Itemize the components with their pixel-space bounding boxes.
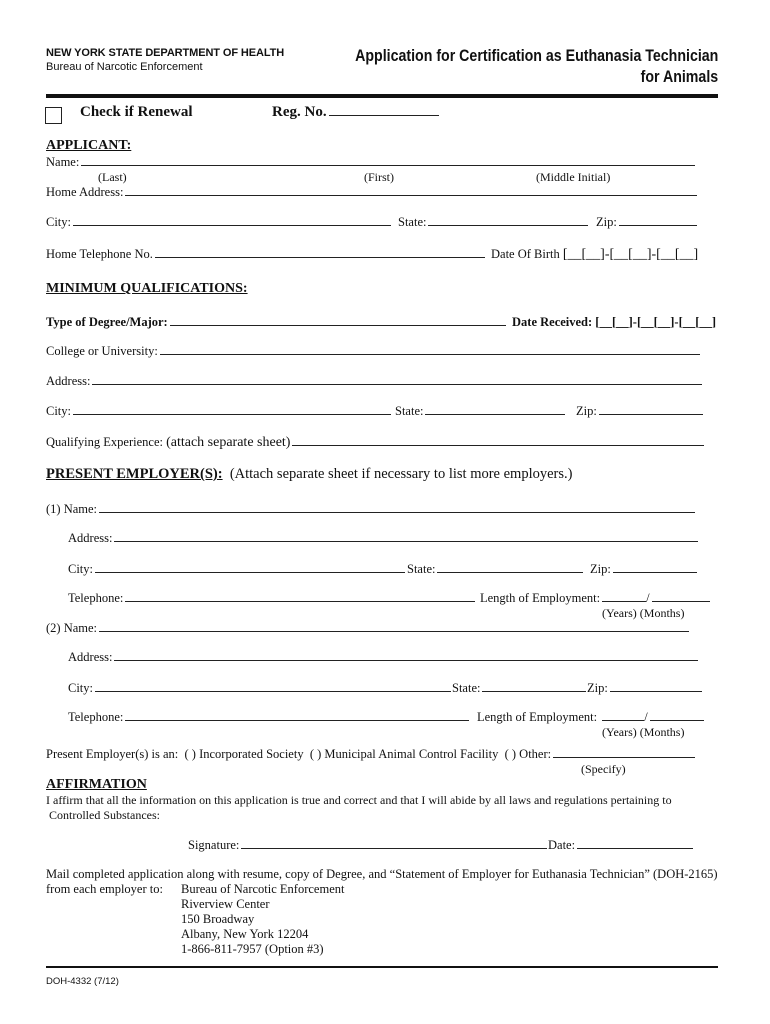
employer-type-label: Present Employer(s) is an: <box>46 747 179 761</box>
agency-name: NEW YORK STATE DEPARTMENT OF HEALTH <box>46 47 285 59</box>
sub-label-first: (First) <box>364 170 394 184</box>
mailing-address-line3: 150 Broadway <box>181 912 255 926</box>
sub-label-last: (Last) <box>98 170 127 184</box>
employer1-name-field[interactable] <box>46 502 695 517</box>
employer2-address-field[interactable] <box>68 650 698 665</box>
date-received-boxes[interactable]: [__[__]-[__[__]-[__[__] <box>595 315 717 329</box>
mailing-address-line4: Albany, New York 12204 <box>181 927 309 941</box>
applicant-state-field[interactable] <box>398 215 588 230</box>
footer-rule <box>46 966 718 968</box>
experience-field[interactable] <box>46 435 704 451</box>
employer1-city-field[interactable] <box>68 562 405 577</box>
home-address-label: Home Address: <box>46 185 124 199</box>
length-label: Length of Employment: <box>477 710 598 724</box>
state-label: State: <box>407 562 436 576</box>
experience-label: Qualifying Experience: <box>46 435 163 449</box>
affirmation-text-line1: I affirm that all the information on this application is true and correct and that I will abide by all laws and regulations pertaining to <box>46 793 672 807</box>
mailing-address-line1: Bureau of Narcotic Enforcement <box>181 882 345 896</box>
employer2-length-field[interactable]: Length of Employment: / <box>477 710 704 725</box>
option-municipal-facility[interactable]: ( ) Municipal Animal Control Facility <box>309 747 499 761</box>
employer-type-row <box>46 747 695 762</box>
college-zip-field[interactable] <box>576 404 703 419</box>
employers-heading: PRESENT EMPLOYER(S): <box>46 466 223 482</box>
employer2-name-field[interactable] <box>46 621 689 636</box>
zip-label: Zip: <box>587 681 608 695</box>
college-city-field[interactable] <box>46 404 391 419</box>
experience-note: (attach separate sheet) <box>166 435 291 450</box>
employer2-city-field[interactable] <box>68 681 451 696</box>
mailing-address-line2: Riverview Center <box>181 897 270 911</box>
employer2-state-field[interactable] <box>452 681 586 696</box>
zip-label: Zip: <box>596 215 617 229</box>
date-received-field[interactable] <box>512 315 716 330</box>
form-title-line1: Application for Certification as Euthanasia Technician <box>354 47 718 65</box>
home-phone-label: Home Telephone No. <box>46 247 153 261</box>
form-number: DOH-4332 (7/12) <box>46 976 119 987</box>
signature-label: Signature: <box>188 838 240 852</box>
employer2-zip-field[interactable] <box>587 681 702 696</box>
reg-no-label: Reg. No. <box>272 104 327 120</box>
applicant-zip-field[interactable] <box>596 215 697 230</box>
employers-note: (Attach separate sheet if necessary to list more employers.) <box>229 466 573 482</box>
address-label: Address: <box>46 374 91 388</box>
employer1-name-label: (1) Name: <box>46 502 98 516</box>
degree-field[interactable] <box>46 315 506 330</box>
mailing-prefix: from each employer to: <box>46 882 163 896</box>
telephone-label: Telephone: <box>68 591 124 605</box>
header-rule <box>46 94 718 98</box>
affirmation-heading: AFFIRMATION <box>46 777 147 792</box>
city-label: City: <box>68 681 94 695</box>
employers-heading-row <box>46 466 572 483</box>
home-address-field[interactable] <box>46 185 697 200</box>
years-months-label: (Years) (Months) <box>602 606 685 620</box>
reg-no-field[interactable] <box>272 104 439 121</box>
degree-label: Type of Degree/Major: <box>46 315 168 329</box>
address-label: Address: <box>68 650 113 664</box>
mailing-phone: 1-866-811-7957 (Option #3) <box>181 942 324 956</box>
address-label: Address: <box>68 531 113 545</box>
college-field[interactable] <box>46 344 700 359</box>
mailing-instructions: Mail completed application along with resume, copy of Degree, and “Statement of Employer for Euthanasia Technician” (DOH-2165) <box>46 867 718 881</box>
zip-label: Zip: <box>576 404 597 418</box>
employer1-zip-field[interactable] <box>590 562 697 577</box>
employer1-address-field[interactable] <box>68 531 698 546</box>
length-label: Length of Employment: <box>480 591 601 605</box>
other-specify-field[interactable] <box>553 747 695 758</box>
form-title-line2: for Animals <box>640 68 718 86</box>
employer1-phone-field[interactable] <box>68 591 475 606</box>
employer1-state-field[interactable] <box>407 562 583 577</box>
college-label: College or University: <box>46 344 158 358</box>
college-address-field[interactable] <box>46 374 702 389</box>
zip-label: Zip: <box>590 562 611 576</box>
city-label: City: <box>46 404 72 418</box>
bureau-name: Bureau of Narcotic Enforcement <box>46 61 203 73</box>
applicant-city-field[interactable] <box>46 215 391 230</box>
affirmation-date-field[interactable] <box>548 838 693 853</box>
applicant-heading: APPLICANT: <box>46 138 132 153</box>
city-label: City: <box>46 215 72 229</box>
renewal-label: Check if Renewal <box>80 104 193 120</box>
state-label: State: <box>452 681 481 695</box>
applicant-name-field[interactable] <box>46 155 695 170</box>
dob-label: Date Of Birth <box>491 247 560 261</box>
employer2-phone-field[interactable] <box>68 710 469 725</box>
dob-boxes[interactable]: [__[__]-[__[__]-[__[__] <box>562 247 699 262</box>
employer1-length-field[interactable]: Length of Employment: / <box>480 591 710 606</box>
state-label: State: <box>398 215 427 229</box>
signature-field[interactable] <box>188 838 547 853</box>
qualifications-heading: MINIMUM QUALIFICATIONS: <box>46 281 248 296</box>
option-incorporated-society[interactable]: ( ) Incorporated Society <box>184 747 304 761</box>
date-received-label: Date Received: <box>512 315 593 329</box>
name-label: Name: <box>46 155 80 169</box>
home-phone-field[interactable] <box>46 247 485 262</box>
employer2-name-label: (2) Name: <box>46 621 98 635</box>
city-label: City: <box>68 562 94 576</box>
state-label: State: <box>395 404 424 418</box>
renewal-checkbox[interactable] <box>45 107 62 124</box>
specify-label: (Specify) <box>581 762 626 776</box>
telephone-label: Telephone: <box>68 710 124 724</box>
option-other[interactable]: ( ) Other: <box>504 747 552 761</box>
sub-label-middle: (Middle Initial) <box>536 170 611 184</box>
college-state-field[interactable] <box>395 404 565 419</box>
date-label: Date: <box>548 838 576 852</box>
years-months-label: (Years) (Months) <box>602 725 685 739</box>
dob-field[interactable] <box>491 247 698 263</box>
affirmation-text-line2: Controlled Substances: <box>49 808 160 822</box>
